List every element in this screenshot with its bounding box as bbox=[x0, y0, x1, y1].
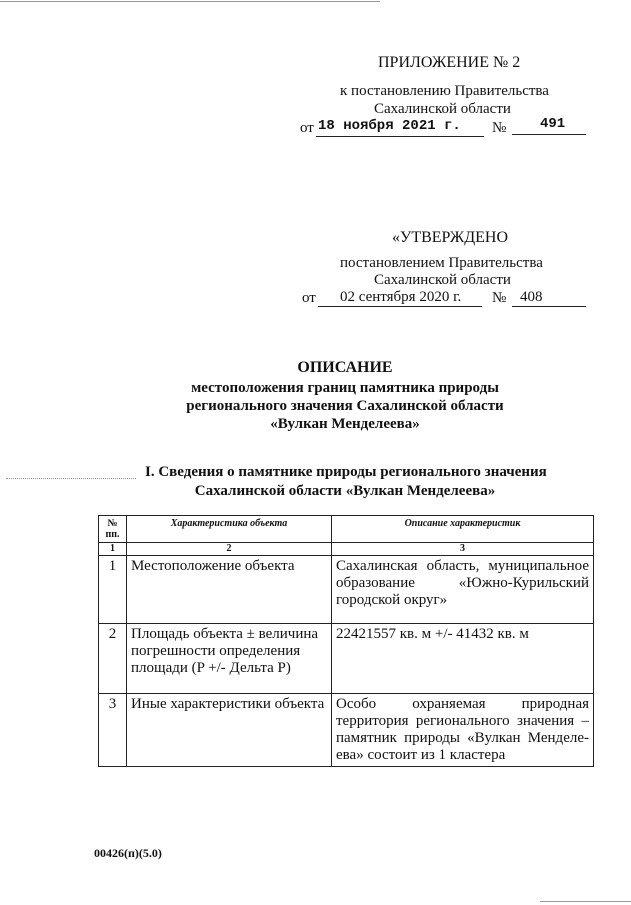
row-description: Особо охраняемая природная территория регионального значения – памятник природы «Вулкан Менделе-ева» состоит из 1 кластера bbox=[332, 694, 594, 767]
section-heading-line-1: I. Сведения о памятнике природы регионального значения bbox=[145, 464, 547, 480]
approved-line-1: постановлением Правительства bbox=[340, 255, 543, 271]
approved-number-underline bbox=[512, 306, 586, 307]
appendix-line-2: Сахалинской области bbox=[374, 101, 511, 117]
doc-heading-line-1: местоположения границ памятника природы bbox=[191, 380, 499, 396]
column-number: 2 bbox=[127, 543, 332, 556]
row-description: 22421557 кв. м +/- 41432 кв. м bbox=[332, 624, 594, 694]
approved-date-underline bbox=[318, 306, 482, 307]
table-row bbox=[99, 556, 594, 624]
approved-line-2: Сахалинской области bbox=[374, 272, 511, 288]
appendix-line-1: к постановлению Правительства bbox=[340, 83, 549, 99]
column-number: 1 bbox=[99, 543, 127, 556]
appendix-no-label: № bbox=[492, 120, 507, 136]
appendix-number-underline bbox=[512, 134, 586, 135]
doc-heading-line-2: регионального значения Сахалинской области bbox=[186, 398, 504, 414]
row-number: 1 bbox=[99, 556, 127, 624]
characteristics-table bbox=[98, 515, 594, 767]
scan-dotted-line bbox=[6, 478, 136, 479]
column-number-row bbox=[99, 543, 594, 556]
table-row bbox=[99, 624, 594, 694]
row-characteristic: Иные характеристики объекта bbox=[127, 694, 332, 767]
scan-edge-top bbox=[0, 1, 380, 2]
approved-no-label: № bbox=[492, 290, 507, 306]
doc-title: ОПИСАНИЕ bbox=[297, 359, 393, 376]
row-number: 2 bbox=[99, 624, 127, 694]
table-header-row bbox=[99, 516, 594, 543]
appendix-date-underline bbox=[316, 136, 484, 137]
doc-heading-line-3: «Вулкан Менделеева» bbox=[270, 416, 420, 432]
approved-from-label: от bbox=[302, 290, 316, 306]
footer-code: 00426(п)(5.0) bbox=[94, 846, 162, 860]
header-characteristic: Характеристика объекта bbox=[127, 516, 332, 543]
header-number: № пп. bbox=[99, 516, 127, 543]
column-number: 3 bbox=[332, 543, 594, 556]
approved-title: «УТВЕРЖДЕНО bbox=[392, 229, 509, 246]
row-number: 3 bbox=[99, 694, 127, 767]
appendix-date: 18 ноября 2021 г. bbox=[318, 118, 461, 134]
section-heading-line-2: Сахалинской области «Вулкан Менделеева» bbox=[194, 483, 496, 499]
approved-number: 408 bbox=[520, 289, 543, 305]
appendix-number: 491 bbox=[540, 116, 566, 132]
row-description: Сахалинская область, муниципальное образование «Южно-Курильский городской округ» bbox=[332, 556, 594, 624]
row-characteristic: Местоположение объекта bbox=[127, 556, 332, 624]
appendix-title: ПРИЛОЖЕНИЕ № 2 bbox=[378, 54, 521, 71]
row-characteristic: Площадь объекта ± величина погрешности определения площади (P +/- Дельта P) bbox=[127, 624, 332, 694]
scan-edge-bottom bbox=[540, 901, 631, 902]
approved-date: 02 сентября 2020 г. bbox=[340, 289, 462, 305]
header-description: Описание характеристик bbox=[332, 516, 594, 543]
appendix-from-label: от bbox=[300, 120, 314, 136]
table-row bbox=[99, 694, 594, 767]
